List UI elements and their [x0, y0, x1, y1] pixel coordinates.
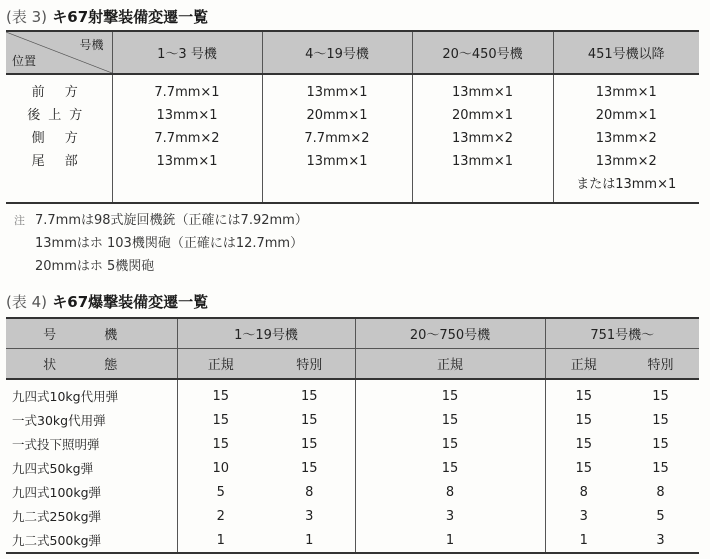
bomb-count-cell: 15 [355, 379, 545, 408]
bomb-type-label: 九二式500kg弾 [6, 528, 177, 553]
table-row [6, 528, 699, 553]
bomb-type-label: 一式投下照明弾 [12, 437, 100, 452]
armament-header-row [6, 31, 699, 74]
subheader: 特別 [264, 349, 355, 380]
bomb-count-cell: 15 [300, 460, 318, 476]
armament-value: 13mm×1 [156, 154, 218, 169]
group-header: 20〜750号機 [355, 318, 545, 349]
armament-cell [412, 74, 553, 203]
bomb-count-cell: 3 [355, 504, 545, 528]
bomb-count-cell: 1 [177, 528, 264, 553]
bomb-count-cell: 8 [355, 480, 545, 504]
bomb-count-cell: 15 [652, 388, 669, 404]
bomb-load-table [6, 317, 699, 554]
table-row [6, 432, 699, 456]
table3-notes [14, 209, 308, 278]
armament-value: 13mm×2 [595, 131, 657, 146]
subheader: 正規 [355, 349, 545, 380]
table-row [6, 480, 699, 504]
table3-title-text: キ67射撃装備変遷一覧 [52, 8, 209, 26]
table-row [6, 504, 699, 528]
armament-body-row [6, 74, 699, 203]
group-header: 1〜19号機 [177, 318, 355, 349]
bomb-count-cell: 3 [305, 508, 314, 524]
column-header: 1〜3 号機 [112, 31, 262, 74]
armament-value: 13mm×2 [595, 154, 657, 169]
table4-title-text: キ67爆撃装備変遷一覧 [52, 293, 209, 311]
bomb-count-cell: 15 [177, 432, 264, 456]
table3-title [6, 6, 208, 27]
bomb-type-label: 一式30kg代用弾 [12, 413, 106, 428]
bomb-count-cell: 15 [652, 460, 669, 476]
armament-value: 13mm×1 [595, 85, 657, 100]
bomb-count-cell: 3 [622, 528, 699, 553]
position-label: 後上方 [27, 108, 91, 123]
armament-value: 7.7mm×2 [154, 131, 220, 146]
subheader: 特別 [622, 349, 699, 380]
bomb-type-label: 九四式10kg代用弾 [12, 389, 119, 404]
bomb-count-cell: 8 [545, 480, 622, 504]
bomb-count-cell: 1 [264, 528, 355, 553]
note-mark: 注 [14, 214, 25, 227]
bomb-count-cell: 15 [300, 436, 318, 452]
bomb-count-cell: 15 [300, 412, 318, 428]
bomb-count-cell: 15 [545, 408, 622, 432]
row-header-state: 状 態 [6, 349, 177, 380]
bomb-count-cell: 1 [545, 528, 622, 553]
bomb-count-cell: 15 [355, 408, 545, 432]
note-line: 20mmはホ 5機関砲 [35, 259, 155, 274]
armament-cell [553, 74, 699, 203]
group-header: 751号機〜 [545, 318, 699, 349]
column-header: 4〜19号機 [262, 31, 412, 74]
bomb-count-cell: 2 [177, 504, 264, 528]
bomb-type-label: 九四式50kg弾 [12, 461, 94, 476]
position-label: 側 方 [31, 131, 86, 146]
corner-bottom-label: 位置 [12, 54, 37, 68]
armament-value: 13mm×1 [306, 85, 368, 100]
armament-value: 20mm×1 [595, 108, 657, 123]
bomb-count-cell: 1 [355, 528, 545, 553]
bomb-count-cell: 15 [652, 412, 669, 428]
bomb-count-cell: 15 [177, 379, 264, 408]
armament-value: 7.7mm×1 [154, 85, 220, 100]
row-header-model: 号 機 [6, 318, 177, 349]
position-list [6, 74, 112, 203]
bomb-count-cell: 8 [305, 484, 314, 500]
armament-value: 13mm×1 [156, 108, 218, 123]
bomb-count-cell: 8 [656, 484, 665, 500]
corner-cell [6, 31, 112, 74]
armament-value: または13mm×1 [576, 177, 677, 192]
corner-top-label: 号機 [79, 38, 104, 52]
bomb-count-cell: 15 [177, 408, 264, 432]
column-header: 451号機以降 [553, 31, 699, 74]
position-label: 尾 部 [31, 154, 86, 169]
table-row [6, 408, 699, 432]
table-row [6, 456, 699, 480]
armament-cell [112, 74, 262, 203]
bomb-count-cell: 15 [545, 432, 622, 456]
bomb-count-cell: 5 [656, 508, 665, 524]
bomb-count-cell: 15 [355, 432, 545, 456]
bomb-count-cell: 15 [300, 388, 318, 404]
subheader: 正規 [177, 349, 264, 380]
note-line: 7.7mmは98式旋回機銃（正確には7.92mm） [35, 213, 308, 228]
note-line: 13mmはホ 103機関砲（正確には12.7mm） [35, 236, 304, 251]
armament-value: 13mm×2 [451, 131, 514, 146]
armament-table [6, 30, 699, 204]
column-header: 20〜450号機 [412, 31, 553, 74]
position-label: 前 方 [31, 85, 86, 100]
bomb-count-cell: 15 [545, 456, 622, 480]
armament-cell [262, 74, 412, 203]
bomb-type-label: 九二式250kg弾 [12, 509, 102, 524]
armament-value: 20mm×1 [451, 108, 514, 123]
subheader: 正規 [545, 349, 622, 380]
table3-title-prefix: (表 3) [6, 8, 48, 26]
bomb-type-label: 九四式100kg弾 [12, 485, 102, 500]
armament-value: 13mm×1 [451, 154, 514, 169]
bomb-count-cell: 3 [545, 504, 622, 528]
table4-title [6, 291, 208, 312]
bomb-count-cell: 10 [177, 456, 264, 480]
armament-value: 20mm×1 [306, 108, 368, 123]
armament-value: 13mm×1 [451, 85, 514, 100]
armament-value: 7.7mm×2 [304, 131, 370, 146]
bomb-count-cell: 15 [545, 379, 622, 408]
bomb-header-row [6, 318, 699, 349]
bomb-count-cell: 5 [177, 480, 264, 504]
bomb-count-cell: 15 [355, 456, 545, 480]
bomb-subheader-row [6, 349, 699, 380]
bomb-count-cell: 15 [652, 436, 669, 452]
armament-value: 13mm×1 [306, 154, 368, 169]
table4-title-prefix: (表 4) [6, 293, 48, 311]
table-row [6, 379, 699, 408]
